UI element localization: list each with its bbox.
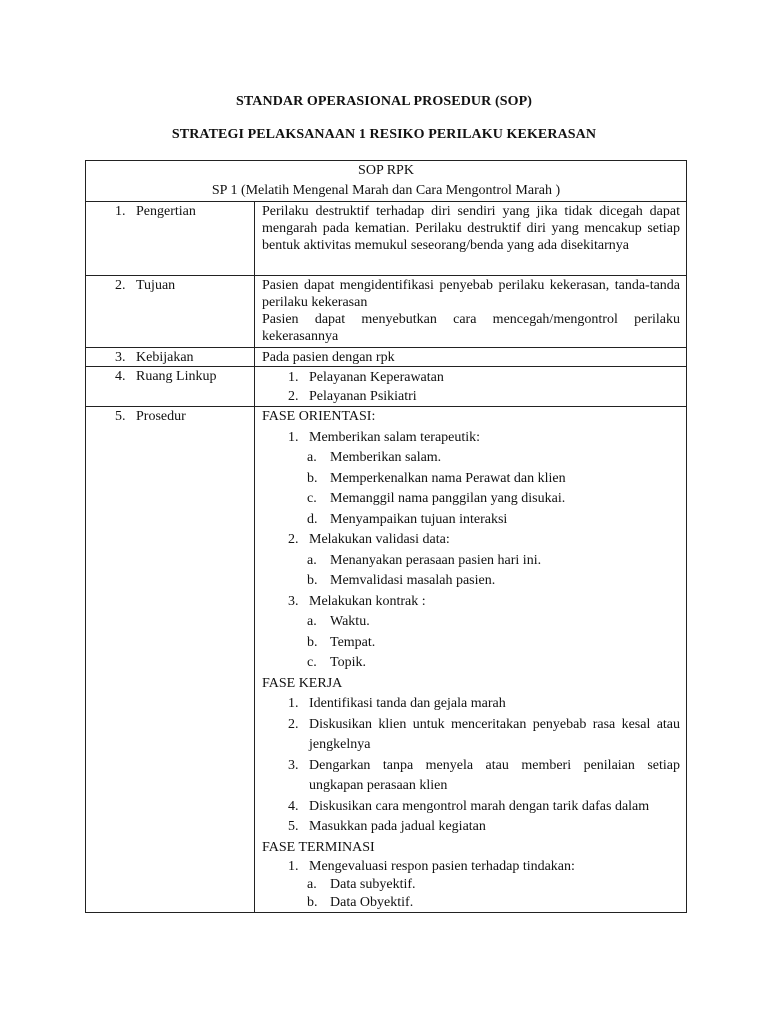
list-item: a. Waktu. [307, 614, 370, 629]
document-title: STANDAR OPERASIONAL PROSEDUR (SOP) [235, 94, 532, 109]
header-sp-title: SP 1 (Melatih Mengenal Marah dan Cara Mengontrol Marah ) [211, 183, 561, 198]
list-item: 1. Identifikasi tanda dan gejala marah [288, 696, 506, 711]
list-item: 3. Dengarkan tanpa menyela atau memberi penilaian setiap ungkapan perasaan klien [288, 757, 681, 793]
pengertian-text: Perilaku destruktif terhadap diri sendiri yang jika tidak dicegah dapat mengarah pada kematian. Perilaku destruktif diri yang mencakup setiap bentuk aktivitas memukul seseorang/benda yang ada disekitarnya [262, 204, 681, 253]
list-item: 2. Diskusikan klien untuk menceritakan penyebab rasa kesal atau jengkelnya [288, 716, 681, 752]
row-number: 5. [115, 409, 126, 424]
list-item: 1. Pelayanan Keperawatan [288, 370, 444, 385]
table-row-pengertian [86, 202, 687, 276]
list-item: 5. Masukkan pada jadual kegiatan [288, 819, 486, 834]
list-item: d. Menyampaikan tujuan interaksi [307, 511, 508, 527]
list-item: b. Memperkenalkan nama Perawat dan klien [307, 470, 566, 486]
list-item: 4. Diskusikan cara mengontrol marah dengan tarik dafas dalam [288, 798, 650, 814]
list-item: 2. Pelayanan Psikiatri [288, 389, 417, 404]
list-item: 1. Memberikan salam terapeutik: [288, 429, 481, 445]
document-subtitle: STRATEGI PELAKSANAAN 1 RESIKO PERILAKU KEKERASAN [171, 127, 597, 142]
table-row-ruang-linkup [86, 367, 687, 407]
row-label: Kebijakan [136, 350, 194, 365]
list-item: a. Data subyektif. [307, 877, 416, 892]
sop-table [85, 160, 687, 913]
table-header-row [86, 161, 687, 202]
table-row-tujuan [86, 276, 687, 348]
row-label: Tujuan [136, 278, 176, 293]
list-item: c. Topik. [307, 655, 366, 670]
list-item: a. Menanyakan perasaan pasien hari ini. [307, 552, 542, 568]
phase-terminasi-title: FASE TERMINASI [262, 839, 375, 855]
row-label: Ruang Linkup [136, 369, 217, 384]
table-row-kebijakan [86, 348, 687, 367]
row-number: 1. [115, 204, 126, 219]
table-row-prosedur [86, 407, 687, 913]
list-item: a. Memberikan salam. [307, 450, 442, 465]
row-label: Prosedur [136, 409, 186, 424]
row-number: 3. [115, 350, 126, 365]
tujuan-text-1: Pasien dapat mengidentifikasi penyebab perilaku kekerasan, tanda-tanda perilaku kekerasan [262, 278, 681, 310]
phase-orientasi-title: FASE ORIENTASI: [262, 409, 376, 424]
row-label: Pengertian [136, 204, 196, 219]
row-number: 2. [115, 278, 126, 293]
row-number: 4. [115, 369, 126, 384]
list-item: b. Tempat. [307, 634, 376, 650]
list-item: 3. Melakukan kontrak : [288, 593, 426, 609]
kebijakan-text: Pada pasien dengan rpk [262, 350, 395, 365]
tujuan-text-2: Pasien dapat menyebutkan cara mencegah/mengontrol perilaku kekerasannya [262, 312, 681, 344]
list-item: c. Memanggil nama panggilan yang disukai. [307, 491, 566, 506]
list-item: 1. Mengevaluasi respon pasien terhadap tindakan: [288, 859, 575, 874]
header-sop-code: SOP RPK [358, 163, 414, 178]
list-item: b. Data Obyektif. [307, 895, 414, 910]
list-item: b. Memvalidasi masalah pasien. [307, 573, 496, 588]
list-item: 2. Melakukan validasi data: [288, 532, 450, 547]
phase-kerja-title: FASE KERJA [262, 675, 343, 691]
